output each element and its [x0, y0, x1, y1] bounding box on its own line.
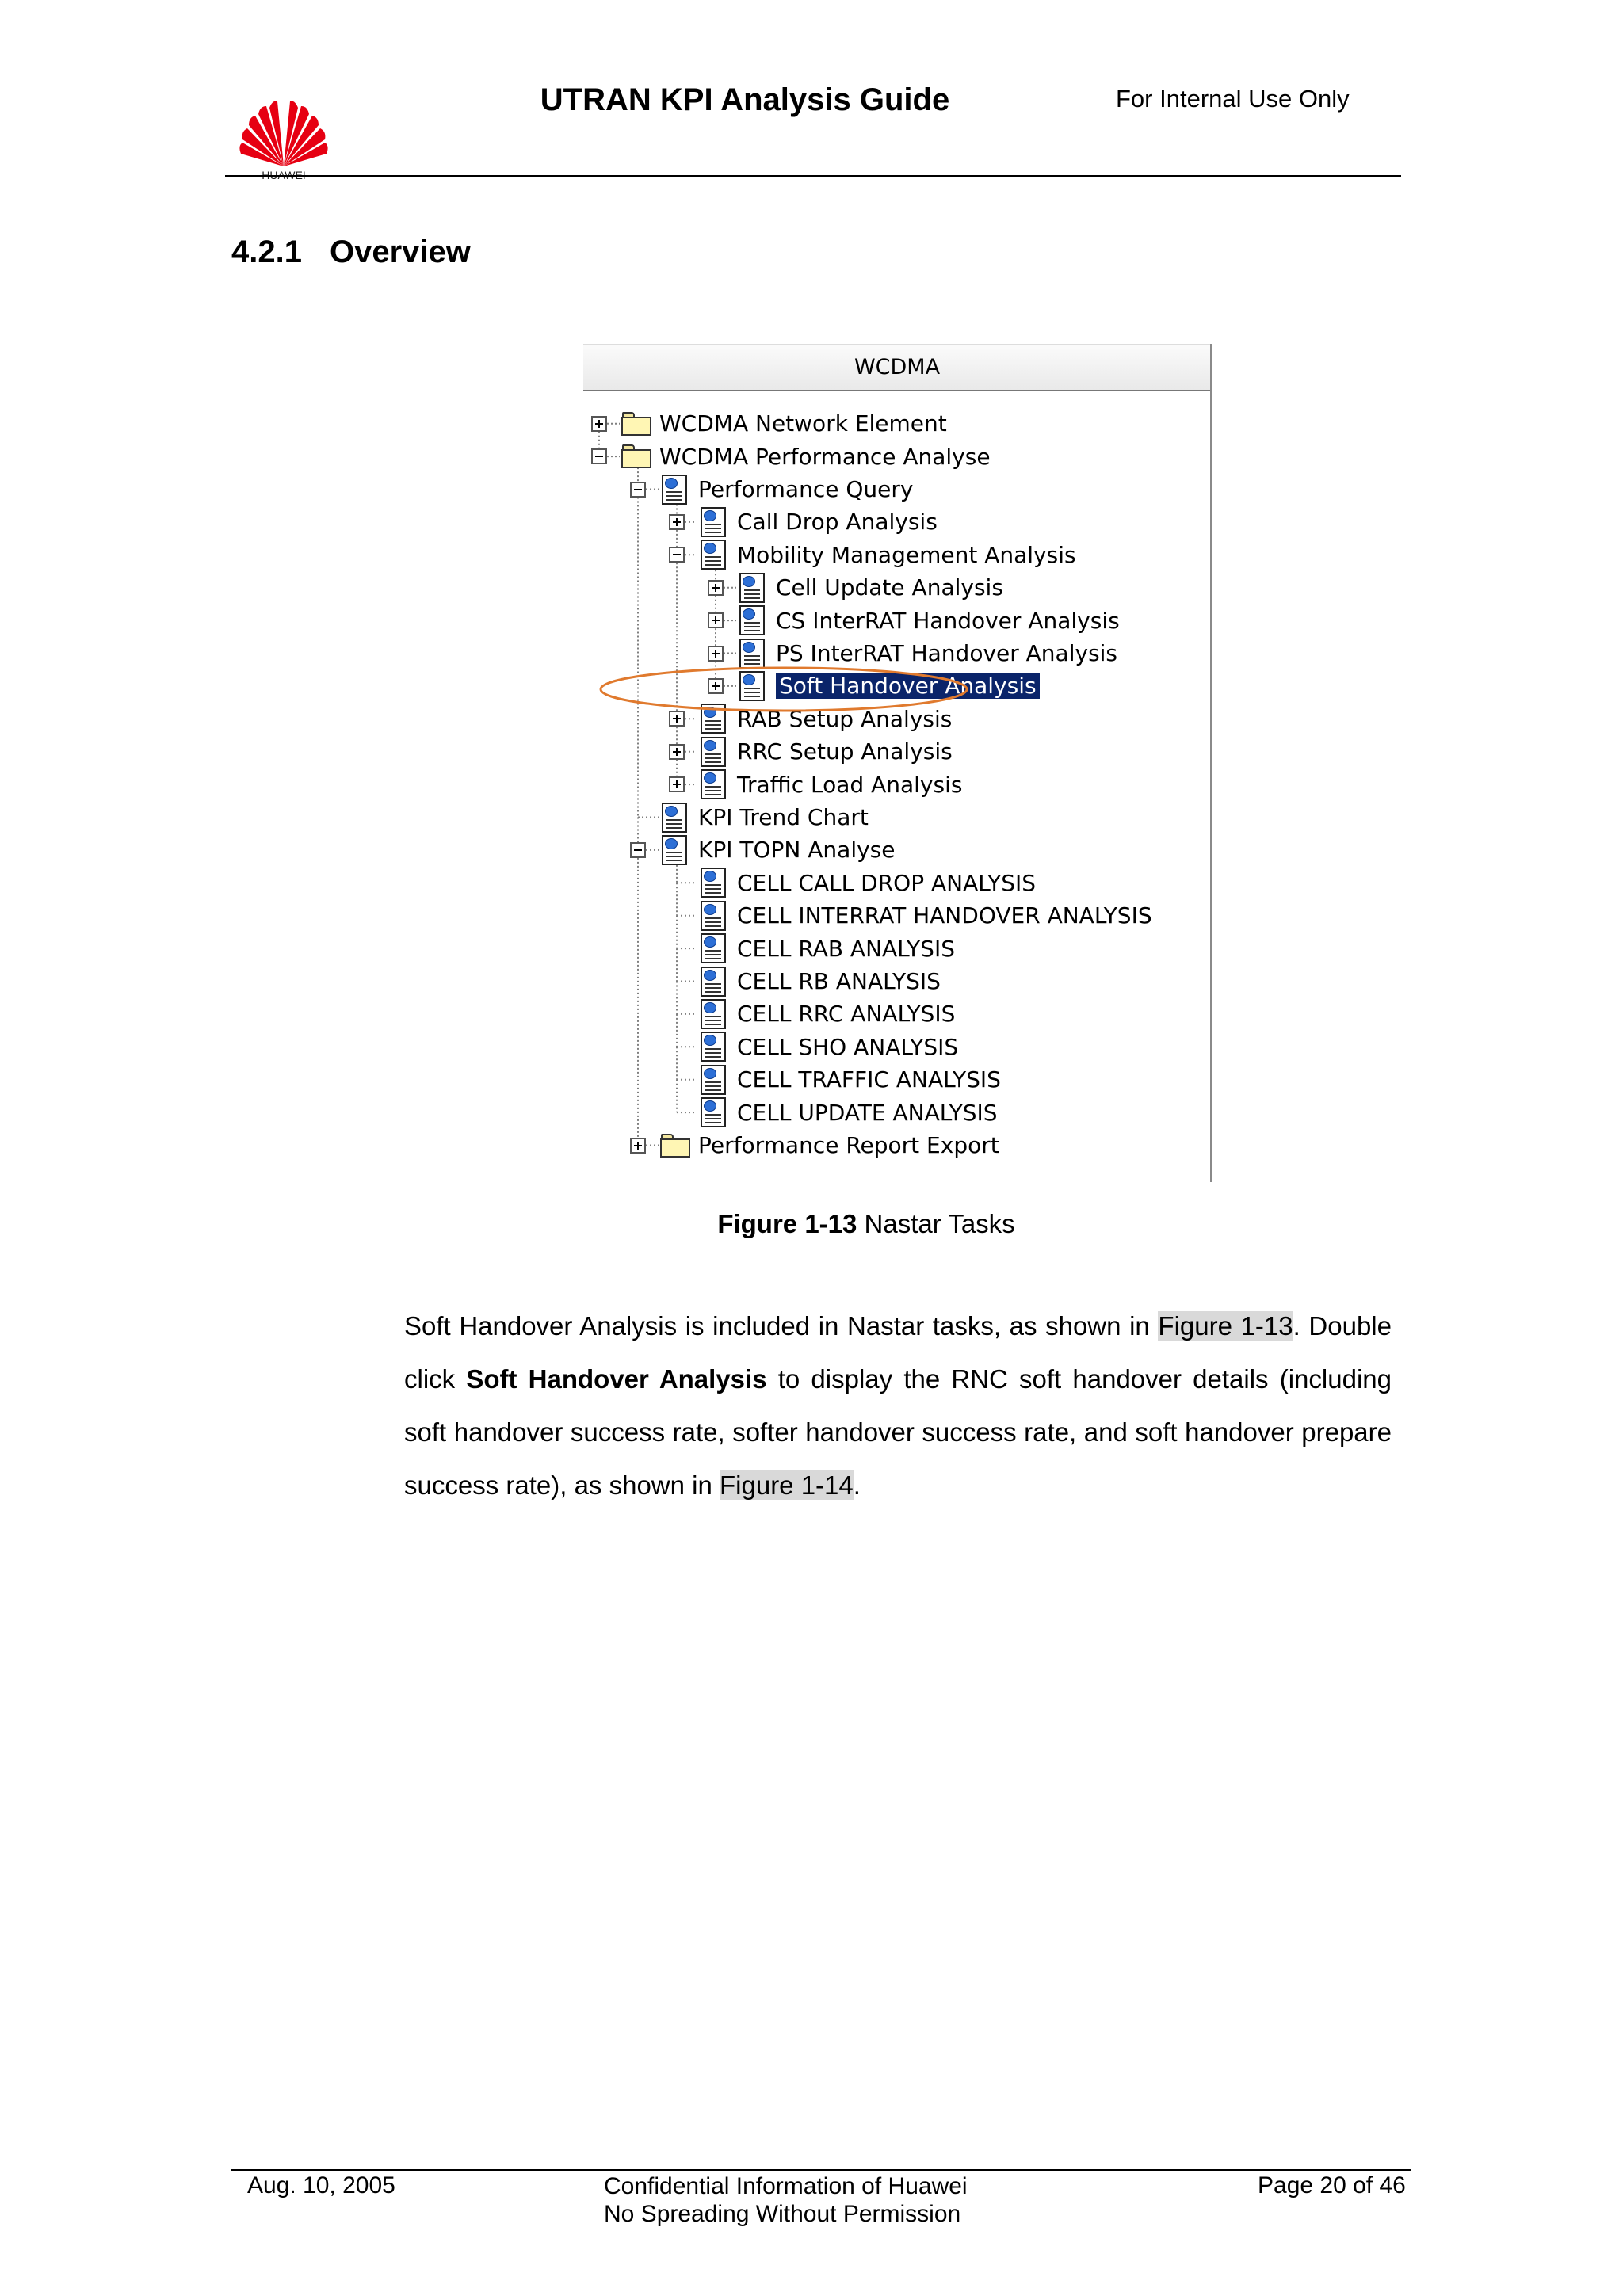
tree-node[interactable]	[621, 441, 991, 472]
document-icon	[699, 901, 729, 931]
paragraph-bold-term: Soft Handover Analysis	[466, 1364, 767, 1394]
folder-icon	[621, 412, 651, 436]
document-icon	[699, 967, 729, 997]
tree-node-label: KPI TOPN Analyse	[698, 837, 896, 864]
tree-node[interactable]	[699, 998, 955, 1030]
footer-confidential-line1: Confidential Information of Huawei	[604, 2173, 968, 2199]
document-icon	[660, 475, 690, 505]
document-icon	[660, 835, 690, 865]
tree-node-label: Performance Report Export	[698, 1132, 999, 1158]
expand-icon[interactable]	[669, 744, 685, 760]
tree-node[interactable]	[699, 539, 1076, 570]
tree-node[interactable]	[699, 867, 1036, 898]
tree-node-label: CELL SHO ANALYSIS	[737, 1033, 959, 1060]
tree-node-label: CELL CALL DROP ANALYSIS	[737, 869, 1037, 896]
tree-node[interactable]	[660, 834, 896, 866]
figure-caption-text: Nastar Tasks	[864, 1209, 1015, 1238]
paragraph-text: to display the RNC soft handover details (including soft handover success rate, softer handover success rate, and soft handover prepare success rate), as shown in	[404, 1364, 1392, 1500]
body-paragraph	[404, 1299, 1392, 1512]
tree-node[interactable]	[660, 802, 869, 833]
footer-divider	[231, 2169, 1411, 2171]
tree-node-label: Performance Query	[698, 476, 914, 502]
folder-icon	[621, 444, 651, 468]
document-icon	[699, 933, 729, 963]
tree-node[interactable]	[660, 1130, 999, 1161]
tree-node-label: Call Drop Analysis	[737, 509, 938, 536]
tree-node-label: CELL RAB ANALYSIS	[737, 935, 955, 962]
document-icon	[699, 868, 729, 898]
expand-icon[interactable]	[669, 711, 685, 727]
figure-caption	[0, 1209, 1623, 1239]
tree-node[interactable]	[699, 736, 953, 768]
tree-node-label: KPI Trend Chart	[698, 804, 869, 830]
tree-node[interactable]	[699, 1031, 958, 1062]
document-icon	[699, 737, 729, 767]
figure-caption-label: Figure 1-13	[717, 1209, 857, 1238]
tree-node-label: CS InterRAT Handover Analysis	[776, 607, 1120, 634]
tree-node[interactable]	[699, 506, 938, 538]
document-icon	[699, 769, 729, 799]
footer-confidential-line2: No Spreading Without Permission	[604, 2201, 961, 2227]
expand-icon[interactable]	[708, 580, 724, 596]
tree-node[interactable]	[699, 966, 941, 997]
tree-node-label: WCDMA Network Element	[659, 410, 947, 437]
expand-icon[interactable]	[591, 416, 607, 432]
tree-node-label: Cell Update Analysis	[776, 574, 1003, 601]
document-icon	[660, 803, 690, 833]
classification-label: For Internal Use Only	[1116, 85, 1350, 113]
tree-node[interactable]	[699, 1097, 998, 1128]
expand-icon[interactable]	[669, 514, 685, 530]
tree-node-label-selected: Soft Handover Analysis	[776, 673, 1040, 699]
figure-1-13-link[interactable]: Figure 1-13	[1158, 1311, 1293, 1341]
tree-node-label: RAB Setup Analysis	[737, 705, 953, 732]
huawei-logo	[238, 93, 330, 181]
tree-node[interactable]	[699, 900, 1152, 932]
document-icon	[699, 1032, 729, 1062]
collapse-icon[interactable]	[669, 547, 685, 563]
expand-icon[interactable]	[708, 612, 724, 628]
expand-icon[interactable]	[630, 1138, 646, 1154]
document-icon	[699, 1065, 729, 1095]
tree-node[interactable]	[699, 1064, 1001, 1096]
tree-node-label: PS InterRAT Handover Analysis	[776, 640, 1118, 666]
tree-node-label: RRC Setup Analysis	[737, 738, 953, 765]
tree-node-label: WCDMA Performance Analyse	[659, 443, 991, 470]
collapse-icon[interactable]	[591, 448, 607, 464]
footer-confidentiality	[604, 2172, 968, 2228]
tree-node[interactable]	[738, 605, 1120, 636]
tree-node-label: Mobility Management Analysis	[737, 541, 1076, 568]
expand-icon[interactable]	[708, 646, 724, 662]
paragraph-text: Soft Handover Analysis is included in Nastar tasks, as shown in	[404, 1311, 1159, 1341]
paragraph-text: .	[853, 1470, 861, 1500]
nastar-task-tree	[583, 344, 1212, 1182]
tree-node-label: CELL TRAFFIC ANALYSIS	[737, 1066, 1001, 1093]
expand-icon[interactable]	[669, 776, 685, 792]
document-icon	[699, 1097, 729, 1127]
document-icon	[699, 540, 729, 570]
tree-node-label: CELL UPDATE ANALYSIS	[737, 1099, 998, 1126]
footer-page-number: Page 20 of 46	[1258, 2172, 1406, 2199]
tree-node[interactable]	[699, 933, 955, 964]
tree-node[interactable]	[699, 769, 962, 800]
folder-icon	[660, 1134, 690, 1158]
tree-node[interactable]	[621, 408, 947, 440]
document-icon	[699, 507, 729, 537]
tree-node-label: Traffic Load Analysis	[737, 771, 963, 798]
tree-node[interactable]	[738, 638, 1117, 669]
tree-node-label: CELL RB ANALYSIS	[737, 968, 941, 994]
footer-date: Aug. 10, 2005	[247, 2172, 395, 2199]
highlight-ellipse	[598, 666, 969, 713]
document-icon	[738, 605, 768, 635]
tree-node[interactable]	[660, 474, 913, 505]
document-icon	[699, 999, 729, 1029]
collapse-icon[interactable]	[630, 482, 646, 498]
tree-node-label: CELL RRC ANALYSIS	[737, 1001, 956, 1028]
document-icon	[738, 573, 768, 603]
section-heading	[231, 235, 471, 270]
section-number: 4.2.1	[231, 235, 302, 269]
paragraph-text: . Double click	[404, 1311, 1392, 1394]
document-icon	[738, 639, 768, 669]
document-title: UTRAN KPI Analysis Guide	[540, 82, 950, 117]
tree-header[interactable]: WCDMA	[583, 344, 1211, 391]
collapse-icon[interactable]	[630, 842, 646, 858]
section-title: Overview	[330, 235, 471, 269]
header-divider	[225, 175, 1401, 177]
figure-1-14-link[interactable]: Figure 1-14	[720, 1470, 854, 1500]
tree-node[interactable]	[738, 572, 1003, 604]
tree-node-label: CELL INTERRAT HANDOVER ANALYSIS	[737, 902, 1152, 929]
